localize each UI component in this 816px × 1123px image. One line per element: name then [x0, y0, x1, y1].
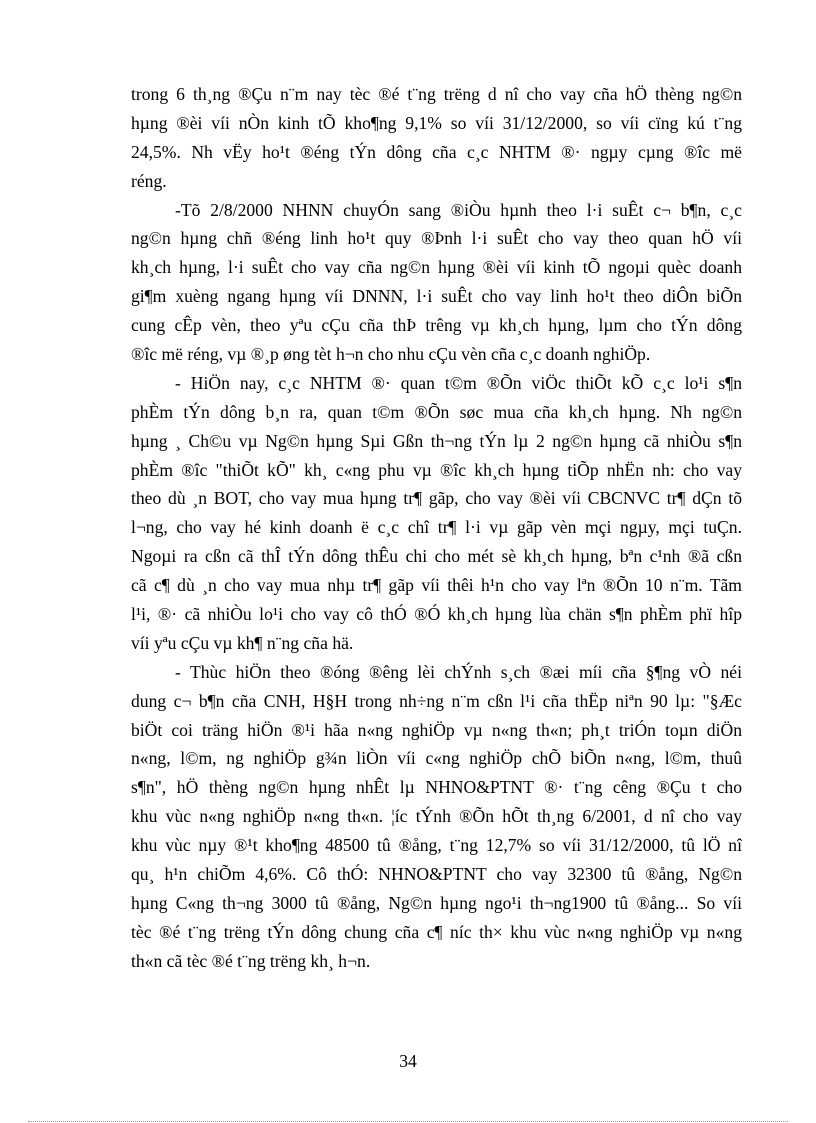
- text-line: víi yªu cÇu vµ kh¶ n¨ng cña hä.: [131, 632, 354, 653]
- text-line: phÈm ®îc "thiÕt kÕ" kh¸ c«ng phu vµ ®îc kh¸ch hµng tiÕp nhËn nh: cho vay: [131, 459, 742, 480]
- text-line: l¬ng, cho vay hé kinh doanh ë c¸c chî tr¶ l·i vµ gãp vèn mçi ngµy, mçi tuÇn.: [131, 517, 742, 538]
- text-line: phÈm tÝn dông b¸n ra, quan t©m ®Õn søc mua cña kh¸ch hµng. Nh ng©n: [131, 401, 742, 422]
- text-line: 24,5%. Nh vËy ho¹t ®éng tÝn dông cña c¸c NHTM ®· ngµy cµng ®îc më: [131, 141, 742, 162]
- text-line: hµng ®èi víi nÒn kinh tÕ kho¶ng 9,1% so víi 31/12/2000, so víi cïng kú t¨ng: [131, 112, 742, 133]
- bottom-divider: [28, 1121, 788, 1122]
- page-number: 34: [399, 1051, 417, 1071]
- text-line: l¹i, ®· cã nhiÒu lo¹i cho vay cô thÓ ®Ó kh¸ch hµng lùa chän s¶n phÈm phï hîp: [131, 604, 742, 625]
- text-line: kh¸ch hµng, l·i suÊt cho vay cña ng©n hµng ®èi víi kinh tÕ ngoµi quèc doanh: [131, 257, 742, 278]
- text-line: Ngoµi ra cßn cã thÎ tÝn dông thÊu chi cho mét sè kh¸ch hµng, bªn c¹nh ®ã cßn: [131, 546, 742, 567]
- text-line: cã c¶ dù ¸n cho vay mua nhµ tr¶ gãp víi thêi h¹n cho vay lªn ®Õn 10 n¨m. Tãm: [131, 575, 742, 596]
- text-line: gi¶m xuèng ngang hµng víi DNNN, l·i suÊt cho vay linh ho¹t theo diÔn biÕn: [131, 286, 742, 307]
- text-line: biÖt coi träng hiÖn ®¹i hãa n«ng nghiÖp vµ n«ng th«n; ph¸t triÓn toµn diÖn: [131, 719, 742, 740]
- text-line: s¶n", hÖ thèng ng©n hµng nhÊt lµ NHNO&PTNT ®· t¨ng cêng ®Çu t cho: [131, 777, 742, 798]
- text-line: n«ng, l©m, ng nghiÖp g¾n liÒn víi c«ng nghiÖp chÕ biÕn n«ng, l©m, thuû: [131, 748, 742, 769]
- text-line: ng©n hµng chñ ®éng linh ho¹t quy ®Þnh l·i suÊt cho vay theo quan hÖ víi: [131, 228, 742, 249]
- text-line: hµng ¸ Ch©u vµ Ng©n hµng Sµi Gßn th¬ng tÝn lµ 2 ng©n hµng cã nhiÒu s¶n: [131, 430, 742, 451]
- text-line: qu¸ h¹n chiÕm 4,6%. Cô thÓ: NHNO&PTNT cho vay 32300 tû ®ång, Ng©n: [131, 864, 742, 885]
- text-line: dung c¬ b¶n cña CNH, H§H trong nh÷ng n¨m cßn l¹i cña thËp niªn 90 lµ: "§Æc: [131, 690, 742, 711]
- text-line: th«n cã tèc ®é t¨ng trëng kh¸ h¬n.: [131, 950, 371, 971]
- text-line: réng.: [131, 170, 167, 191]
- text-line: ®îc më réng, vµ ®¸p øng tèt h¬n cho nhu cÇu vèn cña c¸c doanh nghiÖp.: [131, 344, 651, 365]
- body-text: [131, 80, 742, 976]
- text-line: cung cÊp vèn, theo yªu cÇu cña thÞ trêng vµ kh¸ch hµng, lµm cho tÝn dông: [131, 315, 742, 336]
- text-line: - Thùc hiÖn theo ®óng ®êng lèi chÝnh s¸ch ®æi míi cña §¶ng vÒ néi: [175, 661, 742, 682]
- text-line: theo dù ¸n BOT, cho vay mua hµng tr¶ gãp, cho vay ®èi víi CBCNVC tr¶ dÇn tõ: [131, 488, 742, 509]
- text-line: khu vùc n«ng nghiÖp n«ng th«n. ¦íc tÝnh ®Õn hÕt th¸ng 6/2001, d nî cho vay: [131, 806, 742, 827]
- text-line: -Tõ 2/8/2000 NHNN chuyÓn sang ®iÒu hµnh theo l·i suÊt c¬ b¶n, c¸c: [175, 199, 742, 220]
- text-line: - HiÖn nay, c¸c NHTM ®· quan t©m ®Õn viÖc thiÕt kÕ c¸c lo¹i s¶n: [175, 372, 742, 393]
- text-line: tèc ®é t¨ng trëng tÝn dông chung cña c¶ níc th× khu vùc n«ng nghiÖp vµ n«ng: [131, 921, 742, 942]
- text-line: hµng C«ng th¬ng 3000 tû ®ång, Ng©n hµng ngo¹i th¬ng1900 tû ®ång... So víi: [131, 892, 742, 913]
- text-line: khu vùc nµy ®¹t kho¶ng 48500 tû ®ång, t¨ng 12,7% so víi 31/12/2000, tû lÖ nî: [131, 835, 742, 856]
- text-line: trong 6 th¸ng ®Çu n¨m nay tèc ®é t¨ng trëng d nî cho vay cña hÖ thèng ng©n: [131, 84, 742, 104]
